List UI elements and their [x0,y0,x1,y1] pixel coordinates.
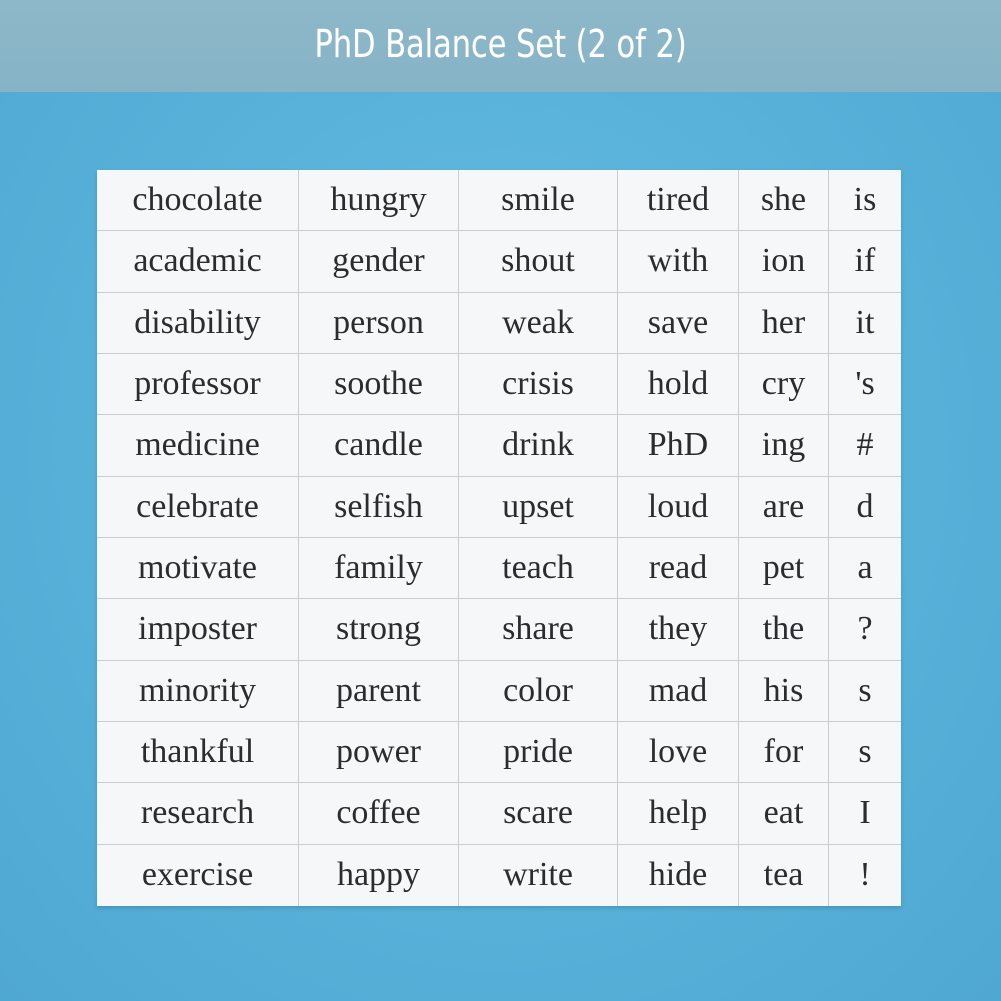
word-magnet[interactable]: coffee [299,783,459,844]
word-magnet[interactable]: academic [97,231,299,292]
word-magnet[interactable]: his [739,661,829,722]
word-magnet[interactable]: tired [618,170,739,231]
word-magnet[interactable]: PhD [618,415,739,476]
word-magnet[interactable]: pride [459,722,618,783]
word-magnet[interactable]: save [618,293,739,354]
word-magnet[interactable]: motivate [97,538,299,599]
word-magnet[interactable]: pet [739,538,829,599]
word-magnet[interactable]: ! [829,845,901,906]
word-magnet[interactable]: imposter [97,599,299,660]
word-magnet[interactable]: celebrate [97,477,299,538]
word-magnet[interactable]: professor [97,354,299,415]
word-magnet[interactable]: smile [459,170,618,231]
word-magnet[interactable]: cry [739,354,829,415]
word-magnet[interactable]: ion [739,231,829,292]
word-magnet[interactable]: tea [739,845,829,906]
word-magnet[interactable]: hold [618,354,739,415]
word-magnet[interactable]: read [618,538,739,599]
word-magnet[interactable]: the [739,599,829,660]
word-magnet[interactable]: ? [829,599,901,660]
word-magnet[interactable]: crisis [459,354,618,415]
word-magnet[interactable]: medicine [97,415,299,476]
word-magnet[interactable]: research [97,783,299,844]
word-magnet[interactable]: happy [299,845,459,906]
word-magnet[interactable]: her [739,293,829,354]
word-magnet[interactable]: mad [618,661,739,722]
word-magnet[interactable]: upset [459,477,618,538]
word-magnet[interactable]: eat [739,783,829,844]
word-magnet[interactable]: she [739,170,829,231]
word-magnet[interactable]: it [829,293,901,354]
word-magnet[interactable]: share [459,599,618,660]
word-magnet[interactable]: family [299,538,459,599]
word-magnet[interactable]: candle [299,415,459,476]
word-magnet[interactable]: are [739,477,829,538]
word-magnet[interactable]: minority [97,661,299,722]
word-magnet[interactable]: exercise [97,845,299,906]
word-magnet[interactable]: write [459,845,618,906]
word-magnet[interactable]: hide [618,845,739,906]
banner-title: PhD Balance Set (2 of 2) [314,22,687,66]
word-magnet[interactable]: teach [459,538,618,599]
word-magnet[interactable]: I [829,783,901,844]
word-magnet[interactable]: shout [459,231,618,292]
word-magnet[interactable]: power [299,722,459,783]
word-magnet[interactable]: thankful [97,722,299,783]
word-magnet[interactable]: s [829,661,901,722]
word-magnet[interactable]: if [829,231,901,292]
word-magnet[interactable]: they [618,599,739,660]
word-magnet[interactable]: strong [299,599,459,660]
word-magnet[interactable]: ing [739,415,829,476]
word-magnet[interactable]: with [618,231,739,292]
word-magnet[interactable]: gender [299,231,459,292]
word-magnet[interactable]: parent [299,661,459,722]
word-magnet[interactable]: for [739,722,829,783]
word-magnet[interactable]: love [618,722,739,783]
title-banner [0,0,1001,92]
word-magnet[interactable]: a [829,538,901,599]
word-magnet[interactable]: help [618,783,739,844]
word-magnet[interactable]: selfish [299,477,459,538]
word-magnet[interactable]: loud [618,477,739,538]
word-grid [97,170,901,906]
word-magnet[interactable]: drink [459,415,618,476]
word-magnet[interactable]: d [829,477,901,538]
word-magnet[interactable]: hungry [299,170,459,231]
word-magnet[interactable]: s [829,722,901,783]
word-magnet[interactable]: person [299,293,459,354]
word-magnet[interactable]: disability [97,293,299,354]
word-magnet[interactable]: weak [459,293,618,354]
word-magnet[interactable]: # [829,415,901,476]
word-magnet[interactable]: soothe [299,354,459,415]
word-magnet[interactable]: chocolate [97,170,299,231]
word-magnet[interactable]: color [459,661,618,722]
word-magnet[interactable]: 's [829,354,901,415]
magnet-sheet [97,170,901,906]
word-magnet[interactable]: scare [459,783,618,844]
word-magnet[interactable]: is [829,170,901,231]
